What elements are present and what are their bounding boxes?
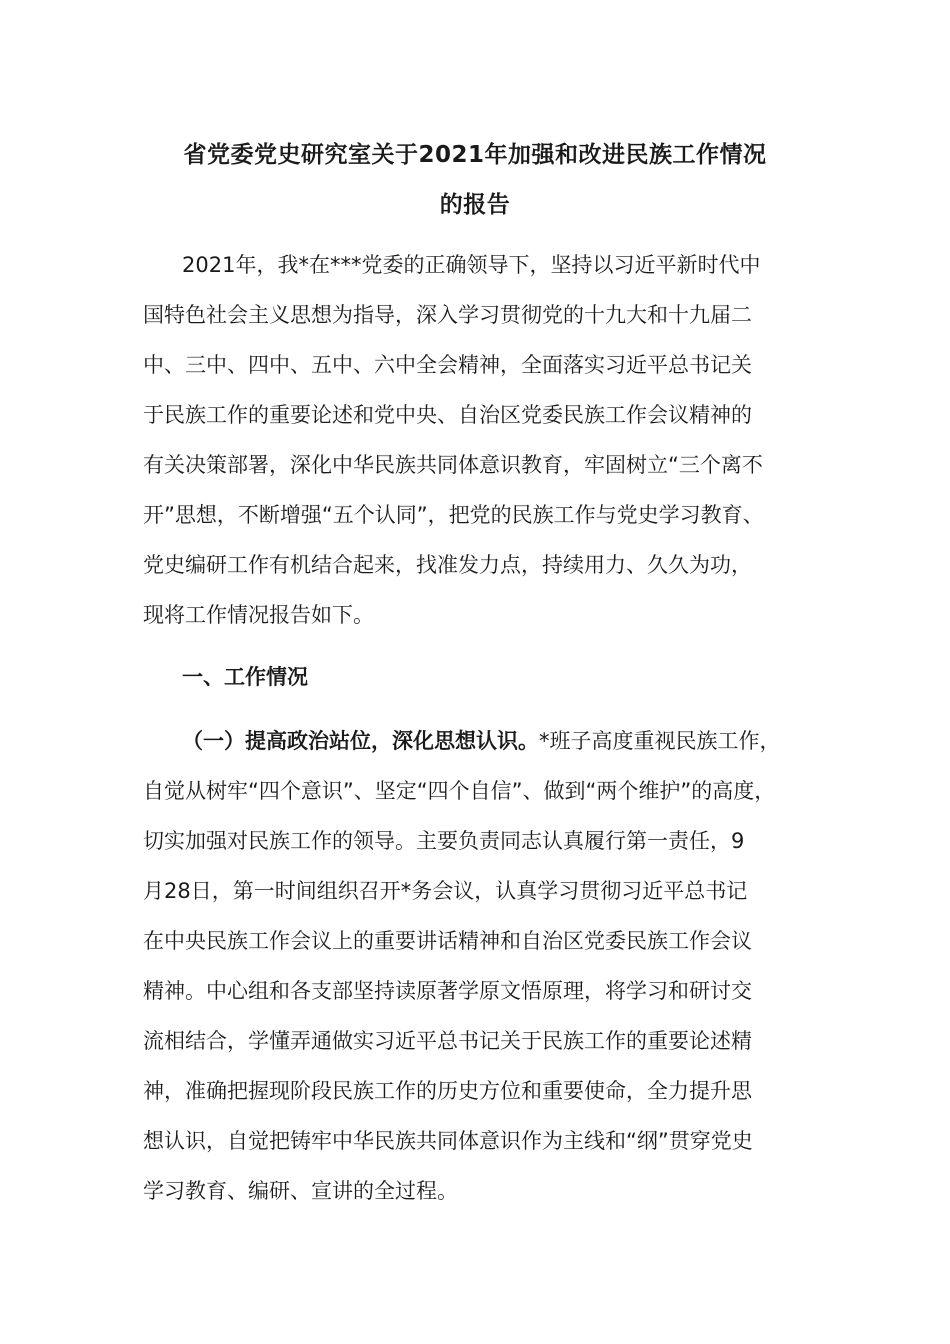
- paragraph-line: 于民族工作的重要论述和党中央、自治区党委民族工作会议精神的: [143, 403, 752, 427]
- document-title-line-1: 省党委党史研究室关于2021年加强和改进民族工作情况: [183, 142, 767, 168]
- section-heading: 一、工作情况: [182, 665, 308, 689]
- subsection-first-line: [182, 726, 781, 756]
- paragraph-line: 中、三中、四中、五中、六中全会精神，全面落实习近平总书记关: [143, 353, 752, 377]
- paragraph-line: 国特色社会主义思想为指导，深入学习贯彻党的十九大和十九届二: [143, 303, 752, 327]
- paragraph-line: 神，准确把握现阶段民族工作的历史方位和重要使命，全力提升思: [143, 1079, 752, 1103]
- paragraph-line: 2021年，我*在***党委的正确领导下，坚持以习近平新时代中: [182, 253, 761, 277]
- document-title-line-2: 的报告: [439, 192, 511, 218]
- paragraph-line: 自觉从树牢“四个意识”、坚定“四个自信”、做到“两个维护”的高度，: [143, 779, 776, 803]
- subsection-heading: （一）提高政治站位，深化思想认识。: [182, 729, 539, 753]
- paragraph-line: 月28日，第一时间组织召开*务会议，认真学习贯彻习近平总书记: [143, 879, 748, 903]
- paragraph-line: 想认识，自觉把铸牢中华民族共同体意识作为主线和“纲”贯穿党史: [143, 1129, 753, 1153]
- paragraph-line: 在中央民族工作会议上的重要讲话精神和自治区党委民族工作会议: [143, 929, 752, 953]
- paragraph-line: 党史编研工作有机结合起来，找准发力点，持续用力、久久为功，: [143, 553, 752, 577]
- paragraph-line: 精神。中心组和各支部坚持读原著学原文悟原理，将学习和研讨交: [143, 979, 752, 1003]
- paragraph-line: 现将工作情况报告如下。: [143, 603, 374, 627]
- paragraph-line: 有关决策部署，深化中华民族共同体意识教育，牢固树立“三个离不: [143, 453, 763, 477]
- paragraph-line: 学习教育、编研、宣讲的全过程。: [143, 1179, 458, 1203]
- paragraph-line: 切实加强对民族工作的领导。主要负责同志认真履行第一责任，9: [143, 829, 745, 853]
- subsection-first-line-text: *班子高度重视民族工作，: [539, 729, 781, 753]
- paragraph-line: 流相结合，学懂弄通做实习近平总书记关于民族工作的重要论述精: [143, 1029, 752, 1053]
- paragraph-line: 开”思想，不断增强“五个认同”，把党的民族工作与党史学习教育、: [143, 503, 764, 527]
